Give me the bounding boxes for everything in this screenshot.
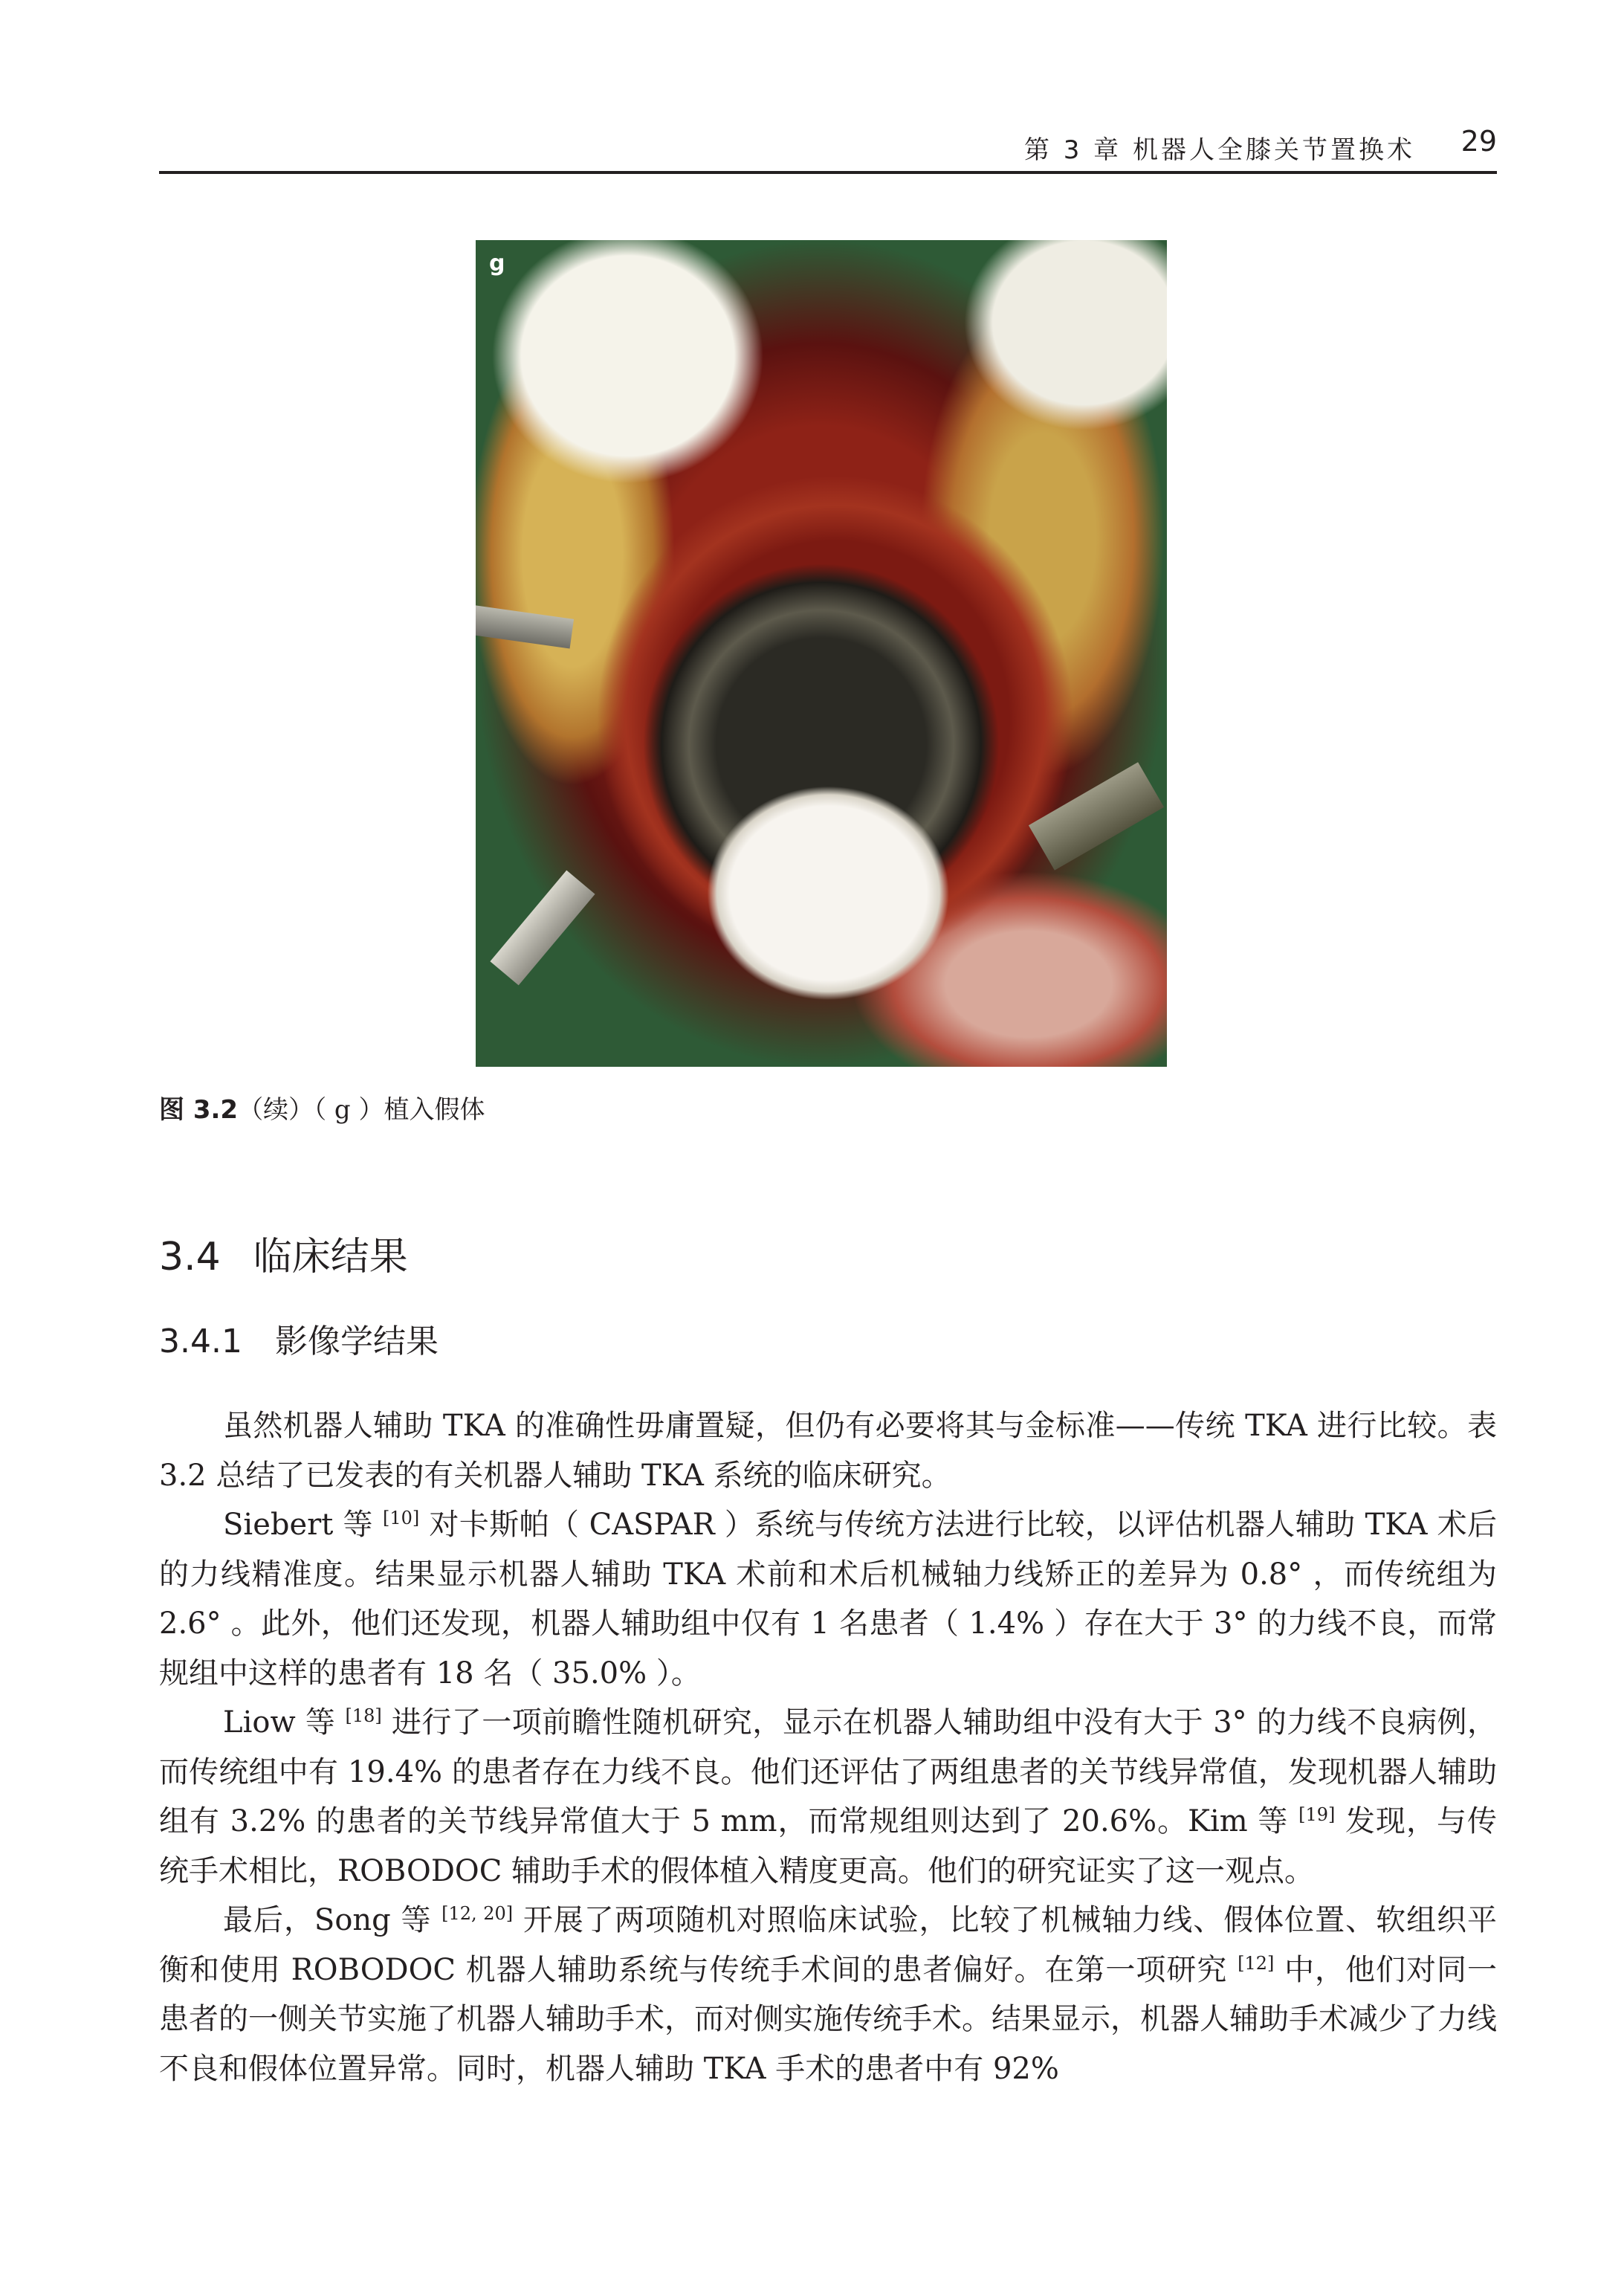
body-paragraph	[159, 1500, 1497, 1698]
paragraph-text: 对卡斯帕（ CASPAR ）系统与传统方法进行比较，以评估机器人辅助 TKA 术后的力线精准度。结果显示机器人辅助 TKA 术前和术后机械轴力线矫正的差异为 0.8° ，而传统组为 2.6° 。此外，他们还发现，机器人辅助组中仅有 1 名患者（ 1.4% ）存在大于 3° 的力线不良，而常规组中这样的患者有 18 名（ 35.0% ）。	[159, 1508, 1497, 1691]
citation-ref: [10]	[383, 1508, 420, 1528]
section-heading	[159, 1225, 408, 1281]
body-text	[159, 1401, 1497, 2093]
subsection-number: 3.4.1	[159, 1323, 242, 1360]
surgical-photo-figure	[476, 240, 1167, 1067]
paragraph-text: Siebert 等	[223, 1508, 384, 1542]
figure-caption	[159, 1089, 485, 1126]
section-title: 临床结果	[253, 1235, 408, 1279]
subsection-title: 影像学结果	[274, 1323, 439, 1360]
paragraph-text: Liow 等	[223, 1705, 346, 1740]
figure-caption-number: 图 3.2	[159, 1095, 239, 1125]
citation-ref: [19]	[1298, 1804, 1336, 1825]
paragraph-text: 进行了一项前瞻性随机研究，显示在机器人辅助组中没有大于 3° 的力线不良病例，而传统组中有 19.4% 的患者存在力线不良。他们还评估了两组患者的关节线异常值，发现机器人辅助组有 3.2% 的患者的关节线异常值大于 5 mm，而常规组则达到了 20.6%。Kim 等	[159, 1705, 1498, 1838]
subsection-heading	[159, 1314, 439, 1362]
retractor-left	[476, 604, 574, 648]
paragraph-text: 虽然机器人辅助 TKA 的准确性毋庸置疑，但仍有必要将其与金标准——传统 TKA 进行比较。表 3.2 总结了已发表的有关机器人辅助 TKA 系统的临床研究。	[159, 1409, 1497, 1493]
running-head-chapter: 第 3 章 机器人全膝关节置换术	[1023, 135, 1415, 165]
retractor-bottom-left	[490, 871, 595, 986]
body-paragraph	[159, 1401, 1497, 1500]
citation-ref: [12]	[1238, 1952, 1275, 1974]
body-paragraph	[159, 1698, 1497, 1896]
page-number: 29	[1460, 125, 1497, 158]
retractor-right	[1029, 762, 1164, 871]
figure-panel-label: g	[489, 251, 505, 277]
running-head	[159, 125, 1497, 167]
citation-ref: [18]	[345, 1705, 382, 1726]
citation-ref: [12, 20]	[441, 1903, 514, 1924]
paragraph-text: 开展了两项随机对照临床试验，比较了机械轴力线、假体位置、软组织平衡和使用 ROBODOC 机器人辅助系统与传统手术间的患者偏好。在第一项研究	[159, 1903, 1498, 1987]
paragraph-text: 发现，与传统手术相比，ROBODOC 辅助手术的假体植入精度更高。他们的研究证实了这一观点。	[159, 1804, 1497, 1888]
body-paragraph	[159, 1896, 1497, 2093]
figure-caption-text: （续）（ g ）植入假体	[238, 1095, 485, 1125]
paragraph-text: 最后，Song 等	[223, 1903, 442, 1937]
section-number: 3.4	[159, 1235, 221, 1279]
header-rule	[159, 171, 1497, 174]
paragraph-text: 中，他们对同一患者的一侧关节实施了机器人辅助手术，而对侧实施传统手术。结果显示，机器人辅助手术减少了力线不良和假体位置异常。同时，机器人辅助 TKA 手术的患者中有 92%	[159, 1952, 1497, 2086]
